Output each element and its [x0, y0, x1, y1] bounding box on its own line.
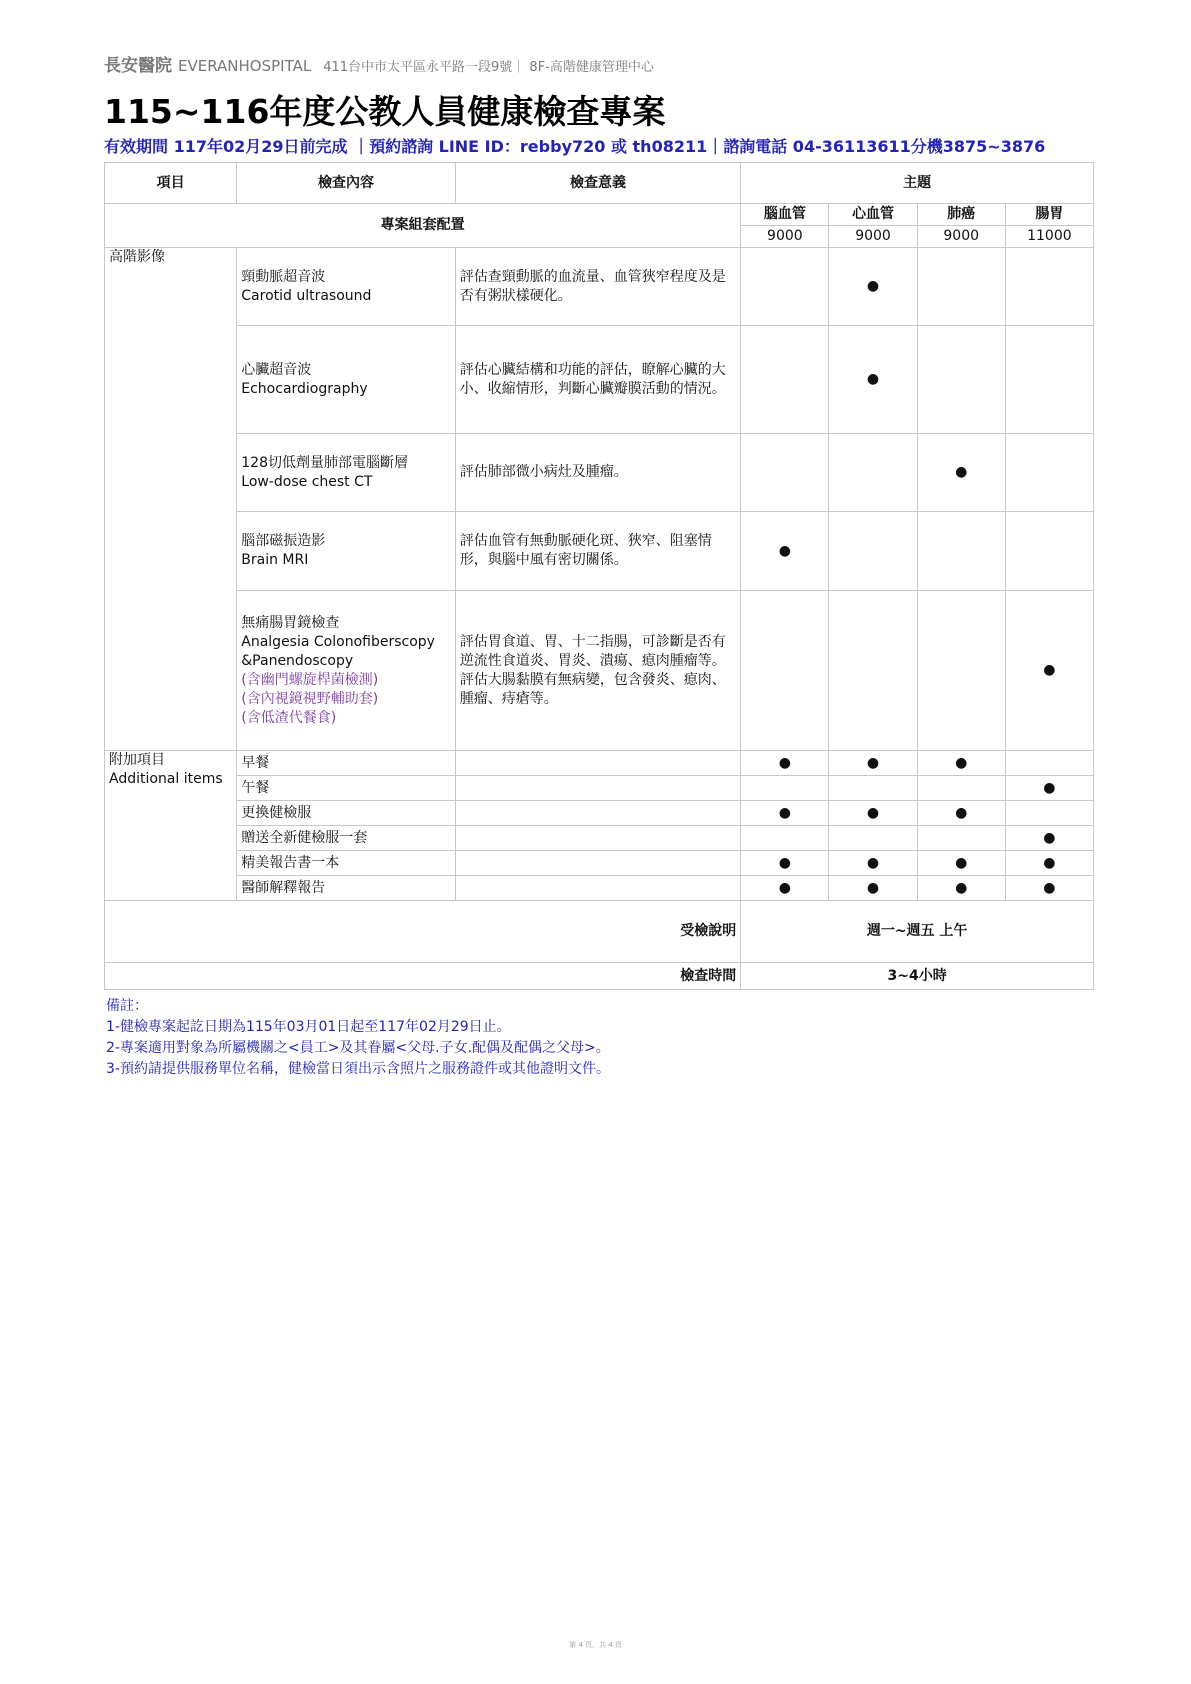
mark-cell: ●: [1005, 591, 1093, 751]
mark-cell: [917, 776, 1005, 801]
mark-cell: ●: [829, 876, 917, 901]
additional-item: 醫師解釋報告: [237, 876, 455, 901]
exam-name: 頸動脈超音波 Carotid ultrasound: [237, 248, 455, 326]
schedule-label: 受檢說明: [105, 901, 741, 963]
exam-meaning: 評估查頸動脈的血流量、血管狹窄程度及是否有粥狀樣硬化。: [455, 248, 741, 326]
table-row: [105, 876, 1094, 901]
mark-cell: [1005, 434, 1093, 512]
page-header: [104, 54, 1094, 158]
header-content: 檢查內容: [237, 163, 455, 204]
mark-cell: [741, 826, 829, 851]
mark-cell: [741, 248, 829, 326]
mark-cell: [917, 512, 1005, 591]
section-label-imaging: 高階影像: [105, 248, 237, 751]
exam-name: 心臟超音波 Echocardiography: [237, 326, 455, 434]
note-item: 3-預約請提供服務單位名稱，健檢當日須出示含照片之服務證件或其他證明文件。: [106, 1061, 610, 1077]
health-check-table: [104, 162, 1094, 990]
package-config-label: 專案組套配置: [105, 204, 741, 248]
mark-cell: ●: [917, 751, 1005, 776]
mark-cell: ●: [917, 876, 1005, 901]
mark-cell: [1005, 326, 1093, 434]
mark-cell: [917, 326, 1005, 434]
mark-cell: ●: [829, 326, 917, 434]
table-row: [105, 512, 1094, 591]
table-row: [105, 826, 1094, 851]
exam-name: 128切低劑量肺部電腦斷層 Low-dose chest CT: [237, 434, 455, 512]
schedule-row: [105, 901, 1094, 963]
exam-meaning: 評估肺部微小病灶及腫瘤。: [455, 434, 741, 512]
mark-cell: ●: [829, 751, 917, 776]
mark-cell: [741, 591, 829, 751]
package-name: 腦血管: [741, 204, 829, 226]
exam-name: 無痛腸胃鏡檢查 Analgesia Colonofiberscopy &Panendoscopy (含幽門螺旋桿菌檢測) (含內視鏡視野輔助套) (含低渣代餐食): [237, 591, 455, 751]
mark-cell: [917, 826, 1005, 851]
empty-cell: [455, 776, 741, 801]
table-row: [105, 751, 1094, 776]
mark-cell: [1005, 248, 1093, 326]
mark-cell: ●: [741, 851, 829, 876]
mark-cell: [829, 512, 917, 591]
mark-cell: ●: [917, 434, 1005, 512]
mark-cell: [741, 776, 829, 801]
schedule-value: 週一~週五 上午: [741, 901, 1094, 963]
mark-cell: [1005, 751, 1093, 776]
notes-title: 備註：: [106, 998, 148, 1014]
empty-cell: [455, 876, 741, 901]
mark-cell: [829, 776, 917, 801]
empty-cell: [455, 751, 741, 776]
additional-item: 精美報告書一本: [237, 851, 455, 876]
validity-contact-line: 有效期間 117年02月29日前完成 ｜預約諮詢 LINE ID：rebby720 或 th08211｜諮詢電話 04-36113611分機3875~3876: [104, 137, 1046, 156]
page-footer: 第 4 頁，共 4 頁: [569, 1641, 622, 1649]
package-name: 肺癌: [917, 204, 1005, 226]
table-row: [105, 801, 1094, 826]
hospital-english-name: EVERANHOSPITAL: [178, 57, 312, 75]
mark-cell: ●: [1005, 876, 1093, 901]
additional-item: 贈送全新健檢服一套: [237, 826, 455, 851]
header-meaning: 檢查意義: [455, 163, 741, 204]
mark-cell: ●: [1005, 851, 1093, 876]
table-row: [105, 591, 1094, 751]
mark-cell: ●: [741, 801, 829, 826]
mark-cell: [1005, 512, 1093, 591]
mark-cell: ●: [741, 751, 829, 776]
mark-cell: [917, 591, 1005, 751]
additional-item: 早餐: [237, 751, 455, 776]
table-row: [105, 326, 1094, 434]
hospital-name: 長安醫院: [104, 56, 172, 76]
note-item: 1-健檢專案起訖日期為115年03月01日起至117年02月29日止。: [106, 1019, 511, 1035]
empty-cell: [455, 851, 741, 876]
mark-cell: ●: [741, 512, 829, 591]
mark-cell: ●: [741, 876, 829, 901]
empty-cell: [455, 801, 741, 826]
section-label-additional: 附加項目 Additional items: [105, 751, 237, 901]
mark-cell: ●: [1005, 776, 1093, 801]
note-item: 2-專案適用對象為所屬機關之<員工>及其眷屬<父母.子女.配偶及配偶之父母>。: [106, 1040, 610, 1056]
empty-cell: [455, 826, 741, 851]
mark-cell: ●: [917, 851, 1005, 876]
page-title: 115~116年度公教人員健康檢查專案: [104, 92, 666, 131]
table-header-row: [105, 163, 1094, 204]
package-price: 9000: [829, 226, 917, 248]
mark-cell: ●: [829, 248, 917, 326]
header-item: 項目: [105, 163, 237, 204]
package-price: 9000: [741, 226, 829, 248]
mark-cell: [829, 434, 917, 512]
package-price: 9000: [917, 226, 1005, 248]
duration-value: 3~4小時: [741, 963, 1094, 990]
mark-cell: [1005, 801, 1093, 826]
additional-item: 午餐: [237, 776, 455, 801]
exam-meaning: 評估血管有無動脈硬化斑、狹窄、阻塞情形，與腦中風有密切關係。: [455, 512, 741, 591]
table-row: [105, 248, 1094, 326]
hospital-address: 411台中市太平區永平路一段9號｜ 8F-高階健康管理中心: [323, 60, 654, 75]
mark-cell: [917, 248, 1005, 326]
additional-item: 更換健檢服: [237, 801, 455, 826]
mark-cell: ●: [829, 851, 917, 876]
exam-name: 腦部磁振造影 Brain MRI: [237, 512, 455, 591]
package-name: 腸胃: [1005, 204, 1093, 226]
package-price: 11000: [1005, 226, 1093, 248]
exam-meaning: 評估胃食道、胃、十二指腸，可診斷是否有逆流性食道炎、胃炎、潰瘍、瘜肉腫瘤等。評估大腸黏膜有無病變，包含發炎、瘜肉、腫瘤、痔瘡等。: [455, 591, 741, 751]
duration-row: [105, 963, 1094, 990]
hospital-line: [104, 54, 1094, 78]
mark-cell: [741, 434, 829, 512]
header-theme: 主題: [741, 163, 1094, 204]
mark-cell: ●: [1005, 826, 1093, 851]
mark-cell: [829, 826, 917, 851]
table-row: [105, 776, 1094, 801]
mark-cell: [829, 591, 917, 751]
package-name-row: [105, 204, 1094, 226]
mark-cell: ●: [829, 801, 917, 826]
exam-meaning: 評估心臟結構和功能的評估，瞭解心臟的大小、收縮情形，判斷心臟瓣膜活動的情況。: [455, 326, 741, 434]
notes-section: [106, 996, 610, 1080]
mark-cell: ●: [917, 801, 1005, 826]
table-row: [105, 434, 1094, 512]
duration-label: 檢查時間: [105, 963, 741, 990]
table-row: [105, 851, 1094, 876]
mark-cell: [741, 326, 829, 434]
package-name: 心血管: [829, 204, 917, 226]
